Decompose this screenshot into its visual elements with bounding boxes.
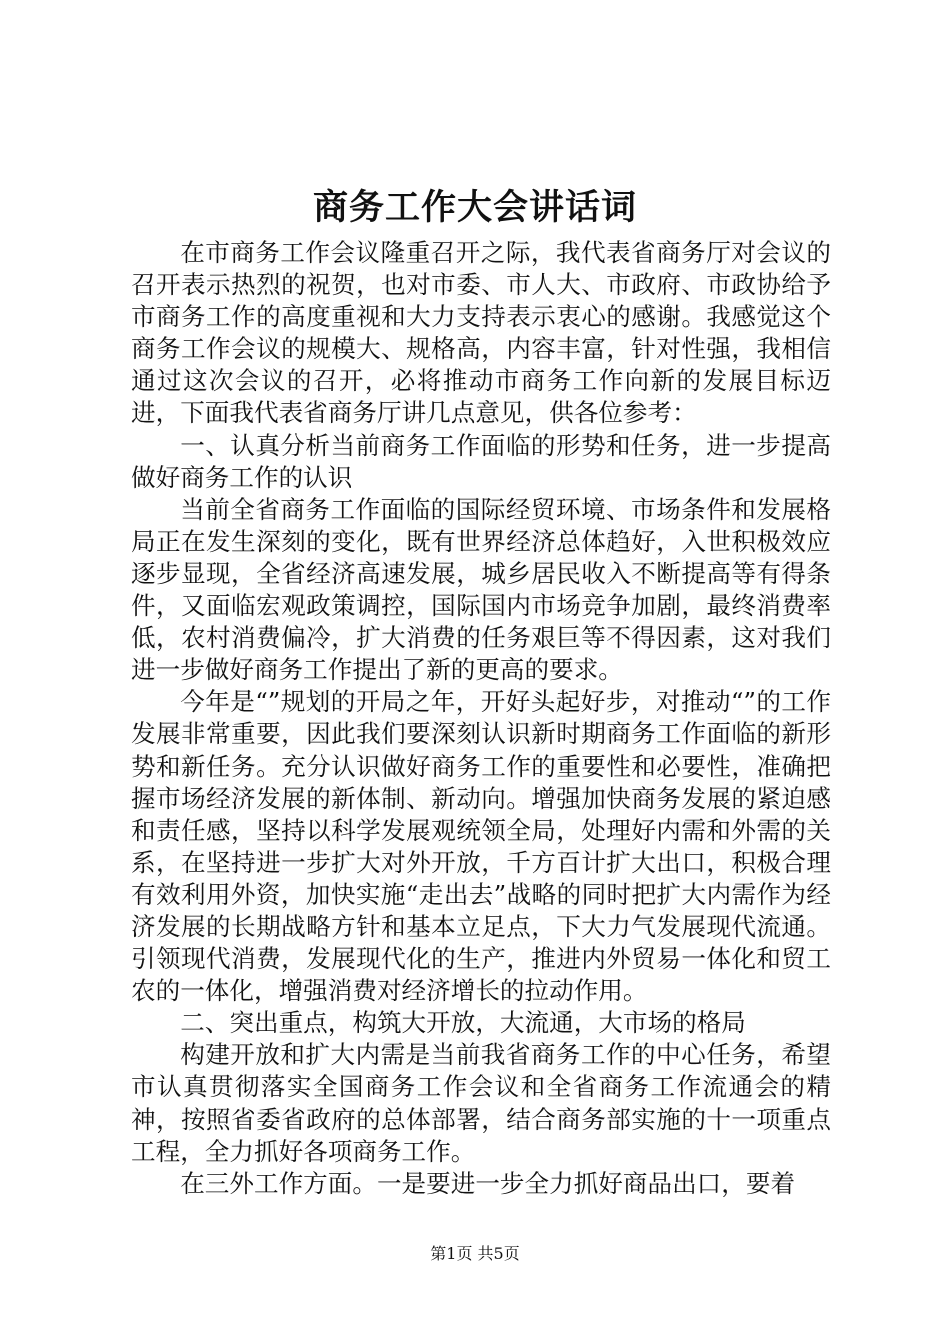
paragraph: 在三外工作方面。一是要进一步全力抓好商品出口，要着 xyxy=(180,1168,796,1198)
document-body xyxy=(131,237,831,1200)
section-heading: 一、认真分析当前商务工作面临的形势和任务，进一步提高做好商务工作的认识 xyxy=(131,430,831,492)
paragraph: 构建开放和扩大内需是当前我省商务工作的中心任务，希望市认真贯彻落实全国商务工作会议和全省商务工作流通会的精神，按照省委省政府的总体部署，结合商务部实施的十一项重点工程，全力抓好各项商务工作。 xyxy=(131,1040,831,1166)
document-title: 商务工作大会讲话词 xyxy=(312,187,637,228)
paragraph: 当前全省商务工作面临的国际经贸环境、市场条件和发展格局正在发生深刻的变化，既有世界经济总体趋好，入世积极效应逐步显现，全省经济高速发展，城乡居民收入不断提高等有得条件，又面临宏观政策调控，国际国内市场竞争加剧，最终消费率低，农村消费偏冷，扩大消费的任务艰巨等不得因素，这对我们进一步做好商务工作提出了新的更高的要求。 xyxy=(131,494,831,685)
section-heading: 二、突出重点，构筑大开放，大流通，大市场的格局 xyxy=(180,1008,746,1038)
paragraph: 在市商务工作会议隆重召开之际，我代表省商务厅对会议的召开表示热烈的祝贺，也对市委、市人大、市政府、市政协给予市商务工作的高度重视和大力支持表示衷心的感谢。我感觉这个商务工作会议的规模大、规格高，内容丰富，针对性强，我相信通过这次会议的召开，必将推动市商务工作向新的发展目标迈进，下面我代表省商务厅讲几点意见，供各位参考： xyxy=(131,238,831,428)
page-footer: 第1页 共5页 xyxy=(430,1244,520,1263)
paragraph: 今年是“”规划的开局之年，开好头起好步，对推动“”的工作发展非常重要，因此我们要深刻认识新时期商务工作面临的新形势和新任务。充分认识做好商务工作的重要性和必要性，准确把握市场经济发展的新体制、新动向。增强加快商务发展的紧迫感和责任感，坚持以科学发展观统领全局，处理好内需和外需的关系，在坚持进一步扩大对外开放，千方百计扩大出口，积极合理有效利用外资，加快实施“走出去”战略的同时把扩大内需作为经济发展的长期战略方针和基本立足点，下大力气发展现代流通。引领现代消费，发展现代化的生产，推进内外贸易一体化和贸工农的一体化，增强消费对经济增长的拉动作用。 xyxy=(131,687,831,1006)
